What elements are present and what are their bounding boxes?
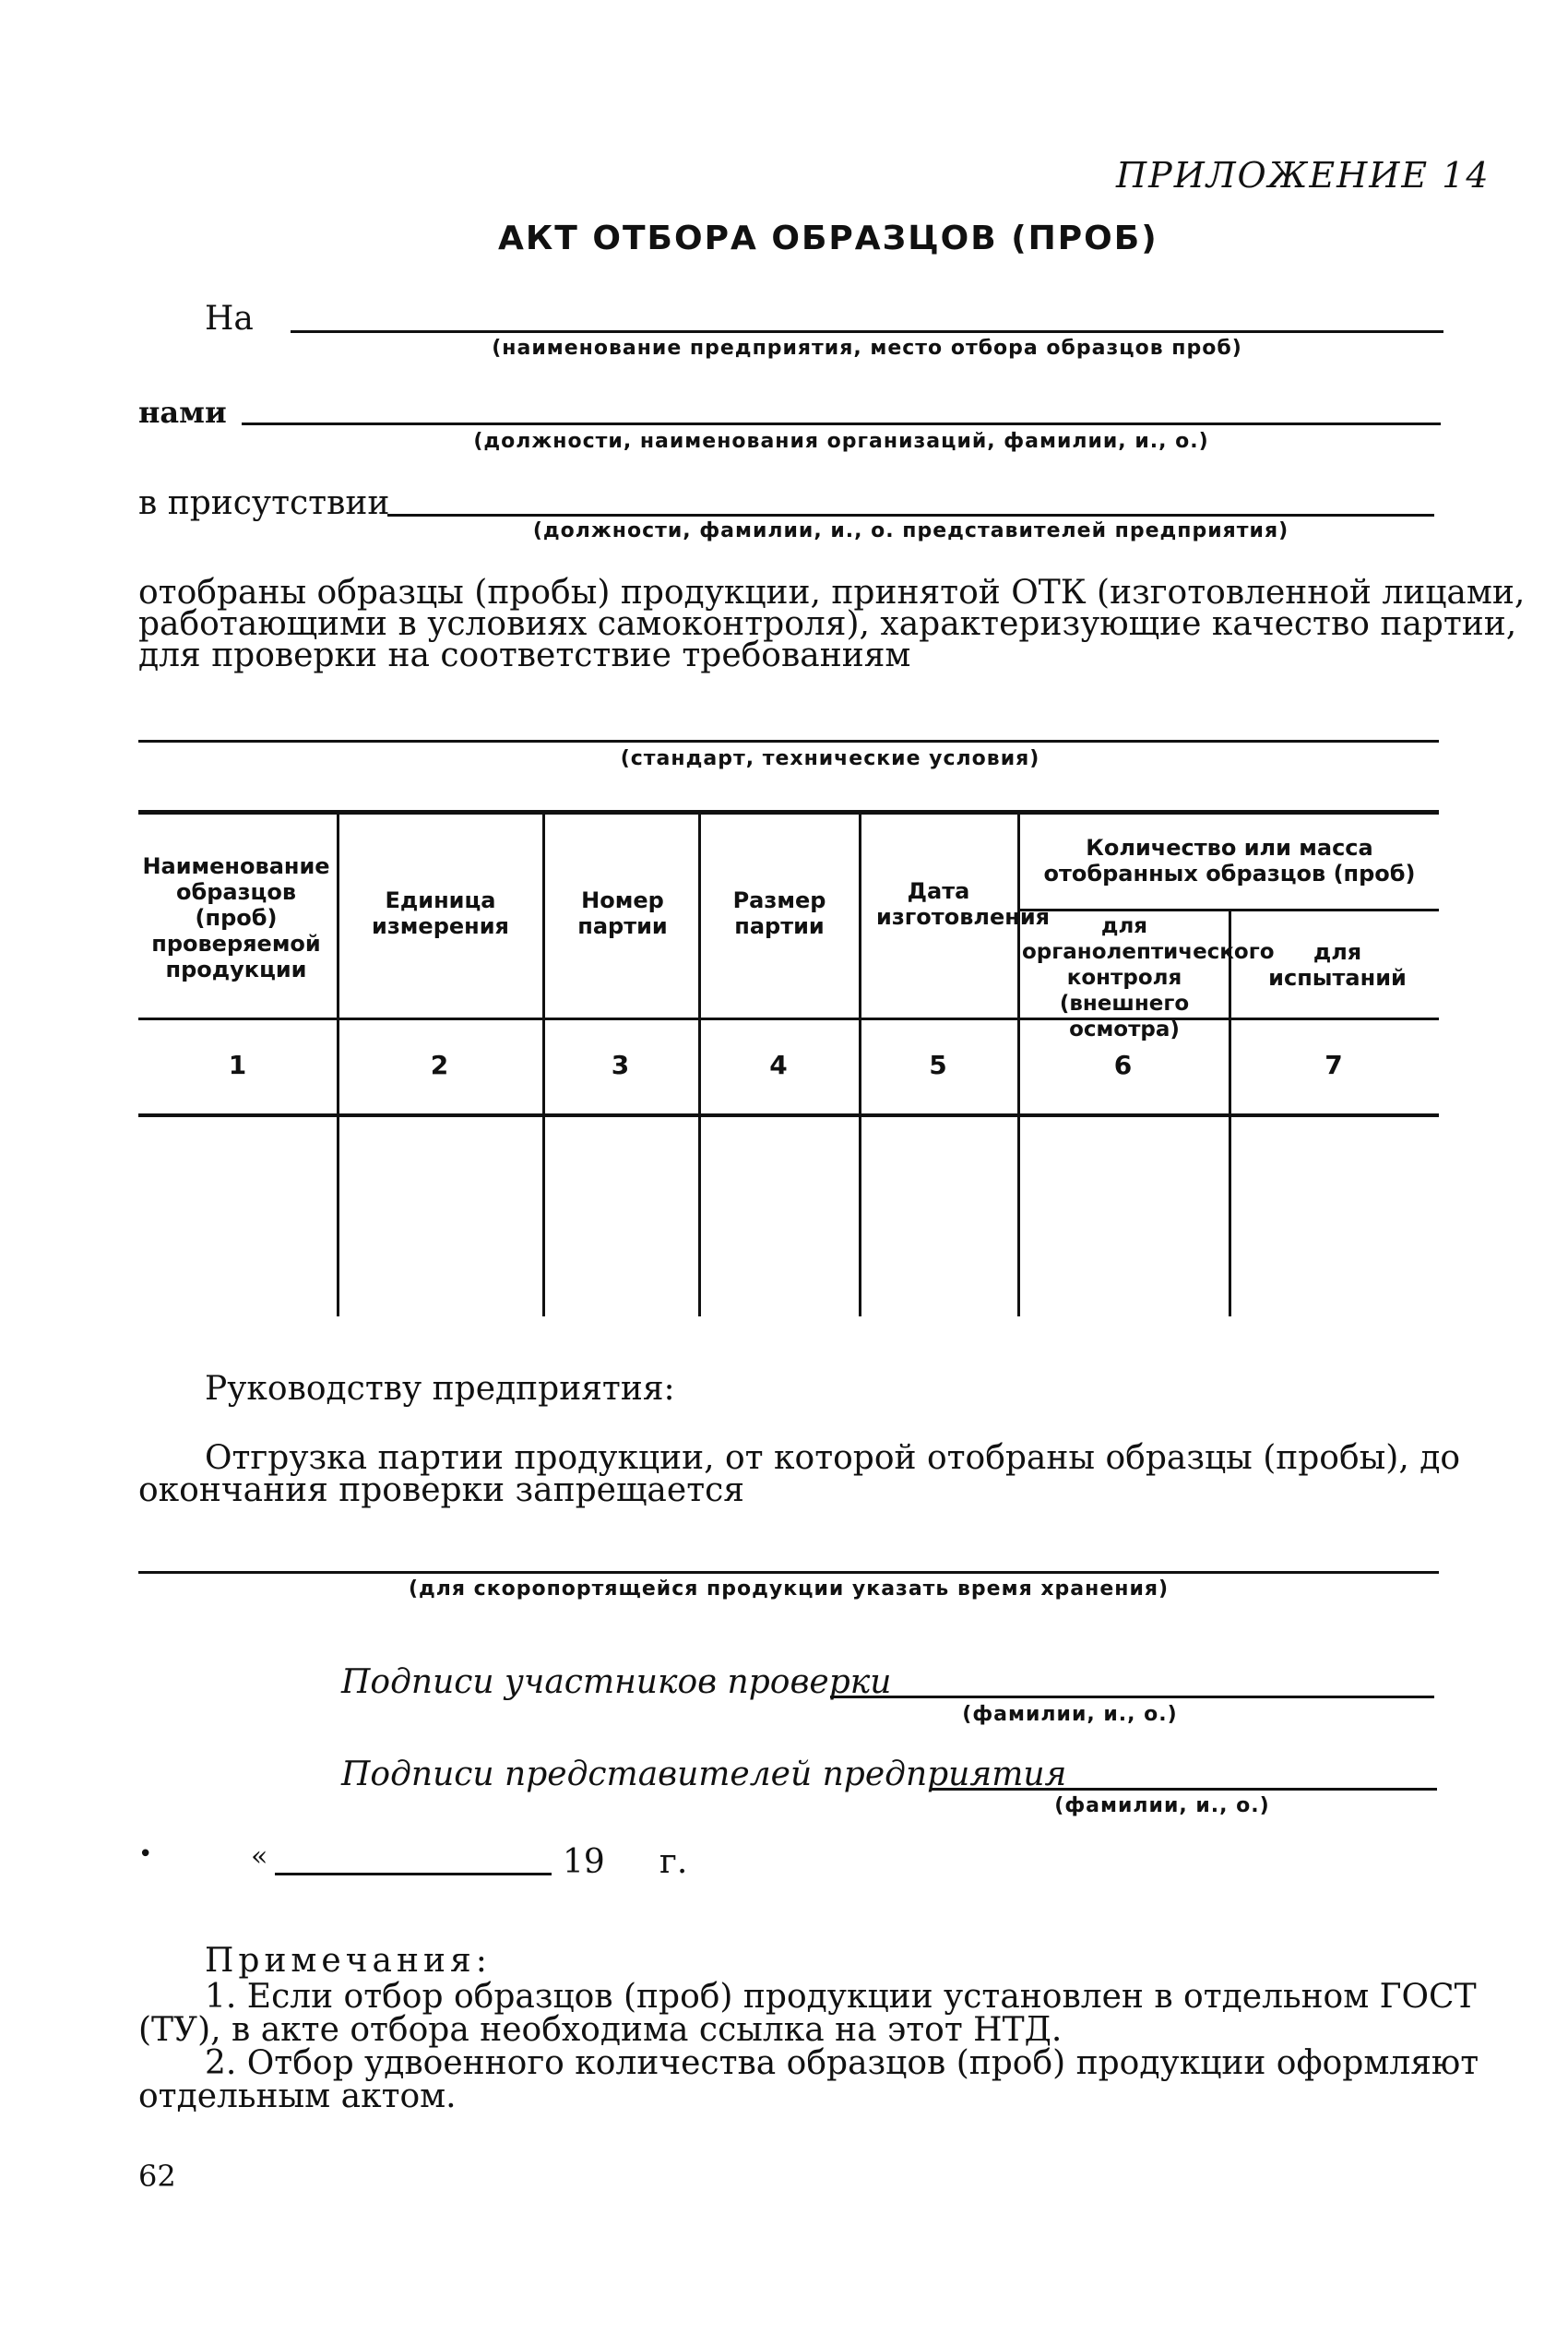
column-number-2: 2 [430,1050,449,1080]
header-testing: для испытаний [1268,939,1407,991]
presence-label: в присутствии [138,484,390,522]
nami-label: нами [138,395,227,430]
date-line[interactable] [275,1873,552,1875]
management-line-2: окончания проверки запрещается [138,1471,744,1509]
table-header-rule [138,1018,1439,1020]
management-heading: Руководству предприятия: [205,1370,675,1408]
management-line-1: Отгрузка партии продукции, от которой отобраны образцы (пробы), до [205,1439,1461,1477]
note-1-line-2: (ТУ), в акте отбора необходима ссылка на этот НТД. [138,2011,1063,2049]
column-number-7: 7 [1324,1050,1343,1080]
participants-signature-caption: (фамилии, и., о.) [962,1703,1178,1726]
page-number: 62 [138,2159,176,2194]
column-number-5: 5 [929,1050,947,1080]
header-manufacture-date: Дата изготовления [876,878,1051,930]
participants-signature-line[interactable] [830,1696,1434,1698]
nami-caption: (должности, наименования организаций, фамилии, и., о.) [473,430,1209,453]
column-number-4: 4 [769,1050,788,1080]
appendix-label: ПРИЛОЖЕНИЕ 14 [1116,155,1491,196]
na-caption: (наименование предприятия, место отбора образцов проб) [492,337,1242,360]
paragraph-line-2: работающими в условиях самоконтроля), характеризующие качество партии, [138,605,1517,643]
header-batch-number: Номер партии [577,887,668,939]
standard-caption: (стандарт, технические условия) [620,747,1040,770]
nami-line[interactable] [242,423,1441,425]
note-1-line-1: 1. Если отбор образцов (проб) продукции установлен в отдельном ГОСТ [205,1978,1477,2016]
na-line[interactable] [291,330,1443,333]
document-title: АКТ ОТБОРА ОБРАЗЦОВ (ПРОБ) [498,220,1158,257]
column-number-6: 6 [1113,1050,1133,1080]
note-2-line-2: отдельным актом. [138,2077,457,2115]
presence-line[interactable] [387,514,1434,517]
date-marker-dot: • [138,1840,153,1868]
date-quote: « [251,1840,268,1873]
storage-caption: (для скоропортящейся продукции указать время хранения) [408,1577,1170,1601]
header-organoleptic: для органолептического контроля (внешнего осмотра) [1022,914,1275,1042]
na-label: На [205,300,254,338]
paragraph-line-3: для проверки на соответствие требованиям [138,637,911,674]
enterprise-signature-caption: (фамилии, и., о.) [1054,1794,1270,1817]
enterprise-signature-line[interactable] [930,1788,1437,1791]
header-batch-size: Размер партии [732,887,826,939]
presence-caption: (должности, фамилии, и., о. представителей предприятия) [532,519,1289,542]
column-number-1: 1 [228,1050,247,1080]
table-numbers-rule [138,1113,1439,1117]
header-quantity: Количество или масса отобранных образцов (проб) [1043,835,1416,887]
date-year-suffix: г. [659,1843,688,1881]
storage-line[interactable] [138,1571,1439,1574]
notes-heading: Примечания: [205,1942,492,1980]
enterprise-signature-label: Подписи представителей предприятия [341,1756,1067,1793]
table-divider [1229,911,1231,1316]
header-unit: Единица измерения [372,887,509,939]
table-top-rule [138,810,1439,815]
standard-line[interactable] [138,740,1439,743]
column-number-3: 3 [611,1050,630,1080]
participants-signature-label: Подписи участников проверки [341,1663,892,1701]
date-year-prefix: 19 [563,1843,605,1881]
paragraph-line-1: отобраны образцы (пробы) продукции, принятой ОТК (изготовленной лицами, [138,574,1526,612]
note-2-line-1: 2. Отбор удвоенного количества образцов (проб) продукции оформляют [205,2044,1479,2082]
header-product-name: Наименование образцов (проб) проверяемой продукции [142,853,330,982]
